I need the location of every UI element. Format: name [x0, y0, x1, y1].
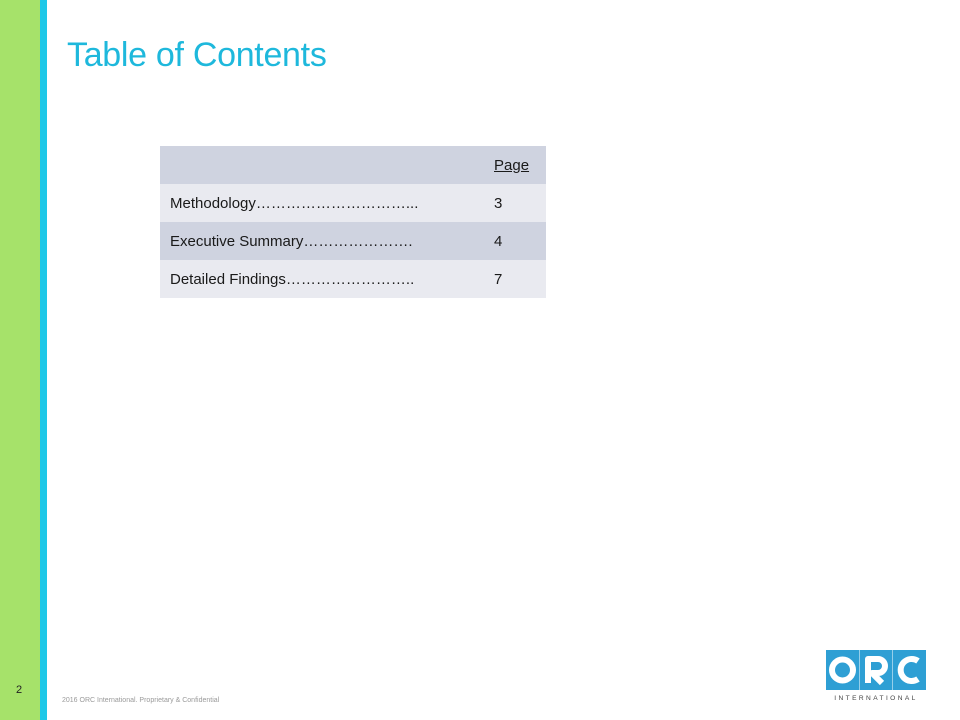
toc-header-row: [160, 146, 546, 184]
toc-header-page: Page: [494, 156, 530, 174]
page-title: Table of Contents: [67, 36, 327, 74]
left-accent-bar-cyan: [40, 0, 47, 720]
orc-logo: [826, 650, 926, 702]
left-accent-bar-green: [0, 0, 40, 720]
toc-row-section: Detailed Findings……………………..: [170, 270, 415, 288]
toc-row-section: Methodology…………………………...: [170, 194, 419, 212]
footer-confidential: 2016 ORC International. Proprietary & Confidential: [62, 697, 220, 704]
toc-header-section: [160, 146, 488, 184]
toc-row: [160, 260, 546, 298]
toc-row: [160, 222, 546, 260]
toc-row-page: 4: [494, 232, 503, 250]
toc-row-section: Executive Summary………………….: [170, 232, 413, 250]
table-of-contents: [160, 146, 546, 298]
toc-row-page: 3: [494, 194, 503, 212]
toc-row: [160, 184, 546, 222]
logo-subtitle: INTERNATIONAL: [834, 695, 918, 702]
page-number: 2: [16, 684, 23, 696]
toc-row-page: 7: [494, 270, 503, 288]
